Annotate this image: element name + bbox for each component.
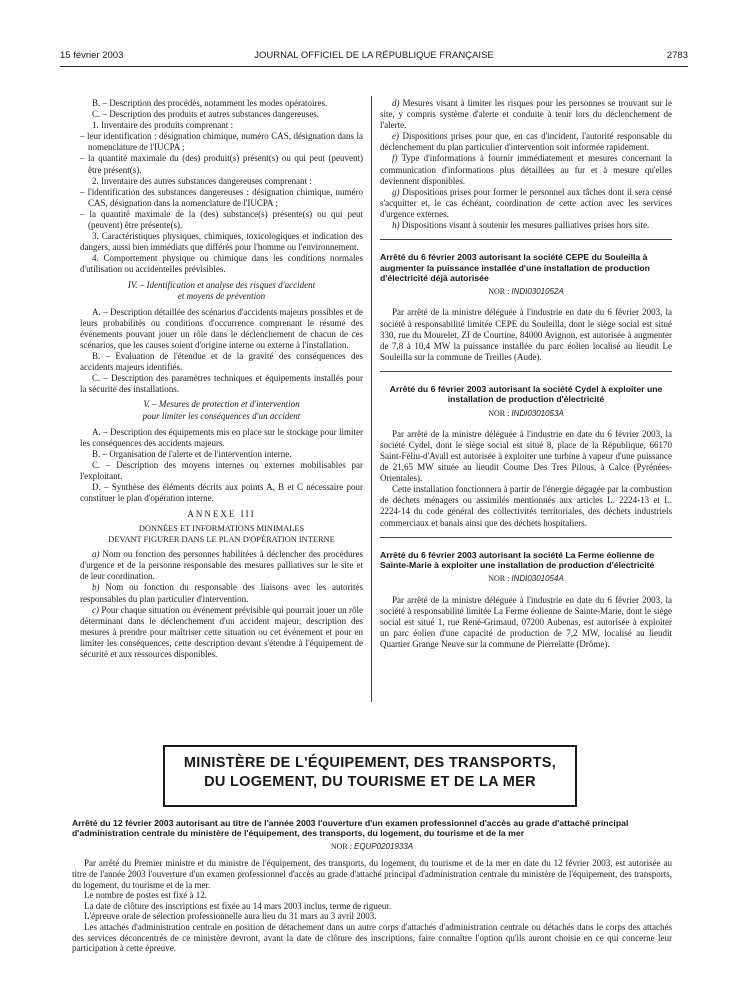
- paragraph: D. – Synthèse des éléments décrits aux points A, B et C nécessaire pour constituer le plan d'opération interne.: [80, 482, 363, 504]
- nor-label: NOR :: [488, 287, 510, 297]
- item-text: Nom ou fonction du responsable des liaisons avec les autorités responsables du plan particulier d'intervention.: [80, 582, 363, 604]
- decree-title: Arrêté du 6 février 2003 autorisant la société CEPE du Souleilla à augmenter la puissance installée d'une installation de production d'électricité déjà autorisée: [380, 252, 650, 283]
- paragraph: Le nombre de postes est fixé à 12.: [84, 890, 207, 901]
- ministry-heading: [163, 745, 577, 807]
- item-text: Dispositions prises pour former le personnel aux tâches dont il sera censé s'acquitter et, le cas échéant, coordination de cette action avec les services d'urgence externes.: [380, 186, 672, 219]
- item-text: Dispositions prises pour que, en cas d'incident, l'autorité responsable du déclenchement du plan particulier d'intervention soit informée rapidement.: [380, 131, 672, 153]
- section-divider: [380, 537, 672, 538]
- nor-label: NOR :: [488, 574, 510, 584]
- item-letter: a): [92, 549, 100, 560]
- nor-reference: [380, 286, 672, 297]
- list-item: – l'identification des substances dangereuses : désignation chimique, numéro CAS, désignation dans la nomenclature de l'IUCPA ;: [80, 186, 363, 208]
- item-letter: d): [392, 98, 400, 108]
- item-text: Type d'informations à fournir immédiatement et mesures concernant la communication d'informations plus détaillées au fur et à mesure qu'elles deviennent disponibles.: [380, 153, 672, 186]
- left-column: [80, 98, 363, 660]
- paragraph: C. – Description des moyens internes ou externes mobilisables par l'exploitant.: [80, 459, 363, 481]
- item-letter: h): [392, 220, 400, 231]
- paragraph: Cette installation fonctionnera à partir de l'énergie dégagée par la combustion de déchets ménagers ou assimilés mentionnés aux articles L. 2224-13 et L. 2224-14 du code général des collectivités territoriales, des déchets industriels commerciaux et banals ainsi que des déchets hospitaliers.: [380, 484, 672, 528]
- section-divider: [380, 239, 672, 240]
- bottom-decree: [72, 818, 672, 954]
- item-letter: e): [392, 131, 399, 142]
- nor-reference: [72, 842, 672, 853]
- section-title: IV. – Identification et analyse des risques d'accident: [127, 279, 316, 290]
- item-letter: b): [92, 582, 100, 593]
- nor-code: EQUP0201933A: [353, 841, 414, 851]
- item-letter: g): [392, 186, 400, 197]
- section-heading: [80, 280, 363, 302]
- header-rule: [60, 66, 688, 67]
- paragraph: [380, 220, 672, 231]
- ministry-line: MINISTÈRE DE L'ÉQUIPEMENT, DES TRANSPORTS,: [183, 755, 557, 771]
- item-text: Mesures visant à limiter les risques pour les personnes se trouvant sur le site, y compris système d'alerte et conduite à tenir lors du déclenchement de l'alerte.: [380, 98, 672, 131]
- annexe-title-line: DEVANT FIGURER DANS LE PLAN D'OPÉRATION INTERNE: [108, 534, 335, 544]
- paragraph: 2. Inventaire des autres substances dangereuses comprenant :: [92, 175, 312, 186]
- paragraph: 1. Inventaire des produits comprenant :: [92, 120, 233, 131]
- paragraph: A. – Description des équipements mis en place sur le stockage pour limiter les conséquences des accidents majeurs.: [80, 426, 363, 448]
- paragraph: C. – Description des paramètres techniques et équipements installés pour la sécurité des installations.: [80, 373, 363, 395]
- item-text: Nom ou fonction des personnes habilitées à déclencher des procédures d'urgence et de la personne responsable des mesures palliatives sur le site et de leur coordination.: [80, 549, 363, 582]
- page-number: 2783: [666, 50, 688, 61]
- nor-reference: [380, 573, 672, 584]
- paragraph: [380, 153, 672, 186]
- right-column: [380, 98, 672, 650]
- section-subtitle: et moyens de prévention: [177, 290, 266, 301]
- paragraph: Par arrêté de la ministre déléguée à l'industrie en date du 6 février 2003, la société Cydel, dont le siège social est situé 8, place de la République, 66170 Saint-Féliu-d'Avall est autorisée à exploiter une turbine à vapeur d'une puissance de 21,65 MW située au lieudit Coume Des Tres Pilous, à Calce (Pyrénées-Orientales).: [380, 428, 672, 484]
- column-divider: [371, 96, 372, 702]
- item-letter: f): [392, 153, 398, 164]
- annexe-heading: ANNEXE III: [187, 509, 256, 520]
- paragraph: B. – Evaluation de l'étendue et de la gravité des conséquences des accidents majeurs identifiés.: [80, 351, 363, 373]
- paragraph: [80, 605, 363, 660]
- paragraph: 4. Comportement physique ou chimique dans les conditions normales d'utilisation ou accidentelles prévisibles.: [80, 253, 363, 275]
- paragraph: [380, 98, 672, 131]
- item-text: Pour chaque situation ou événement prévisible qui pourrait jouer un rôle déterminant dans le déclenchement d'un accident majeur, description des mesures à prendre pour maîtriser cette situation ou cet événement et pour en limiter les conséquences, cette description devant s'étendre à l'équipement de sécurité et aux ressources disponibles.: [80, 604, 363, 660]
- decree-title: Arrêté du 6 février 2003 autorisant la société Cydel à exploiter une installation de production d'électricité: [389, 383, 663, 405]
- paragraph: [380, 187, 672, 220]
- paragraph: B. – Organisation de l'alerte et de l'intervention interne.: [92, 448, 292, 459]
- item-letter: c): [92, 604, 99, 615]
- paragraph: [80, 582, 363, 604]
- paragraph: Les attachés d'administration centrale en position de détachement dans un autre corps d'attachés d'administration centrale ou détachés dans le corps des attachés des services déconcentrés de ce ministère devront, avant la date de clôture des inscriptions, faire connaître l'option qu'ils auront choisie en ce qui concerne leur participation à cette épreuve.: [72, 921, 672, 954]
- nor-label: NOR :: [488, 408, 510, 418]
- header-date: 15 février 2003: [60, 50, 124, 61]
- paragraph: 3. Caractéristiques physiques, chimiques, toxicologiques et indication des dangers, aussi bien immédiats que différés pour l'homme ou l'environnement.: [80, 231, 363, 253]
- nor-code: INDI0301053A: [511, 408, 564, 418]
- paragraph: Par arrêté de la ministre déléguée à l'industrie en date du 6 février 2003, la société à responsabilité limitée CEPE du Souleilla, dont le siège social est situé 330, rue du Mourelet, ZI de Courtine, 84000 Avignon, est autorisée à augmenter de 7,8 à 10,4 MW la puissance installée du parc éolien localisé au lieudit Le Souleilla sur la commune de Treilles (Aude).: [380, 307, 672, 362]
- nor-code: INDI0301054A: [511, 574, 564, 584]
- journal-title: JOURNAL OFFICIEL DE LA RÉPUBLIQUE FRANÇAISE: [254, 50, 494, 61]
- paragraph: [80, 549, 363, 582]
- paragraph: L'épreuve orale de sélection professionnelle aura lieu du 31 mars au 3 avril 2003.: [84, 911, 377, 922]
- paragraph: La date de clôture des inscriptions est fixée au 14 mars 2003 inclus, terme de rigueur.: [84, 900, 392, 911]
- paragraph: Par arrêté de la ministre déléguée à l'industrie en date du 6 février 2003, la société à responsabilité limitée La Ferme éolienne de Sainte-Marie, dont le siège social est situé 1, rue René-Grimaud, 07200 Aubenas, est autorisée à exploiter un parc éolien d'une capacité de production de 7,2 MW, localisé au lieudit Quartier Grange Neuve sur la commune de Pierrelatte (Drôme).: [380, 594, 672, 649]
- section-subtitle: pour limiter les conséquences d'un accident: [142, 410, 301, 421]
- paragraph: [380, 131, 672, 153]
- section-divider: [380, 371, 672, 372]
- annexe-title: [80, 524, 363, 545]
- section-heading: [80, 399, 363, 421]
- list-item: – la quantité maximale de la (des) substance(s) présente(s) ou qui peut (peuvent) être présente(s).: [80, 208, 363, 231]
- page-header: [60, 50, 688, 64]
- decree-title: Arrêté du 6 février 2003 autorisant la société La Ferme éolienne de Sainte-Marie à exploiter une installation de production d'électricité: [380, 549, 655, 571]
- annexe-title-line: DONNÉES ET INFORMATIONS MINIMALES: [138, 524, 305, 534]
- item-text: Dispositions visant à soutenir les mesures palliatives prises hors site.: [399, 220, 650, 231]
- list-item: – leur identification : désignation chimique, numéro CAS, désignation dans la nomenclature de l'IUCPA ;: [80, 131, 363, 153]
- list-item: – la quantité maximale du (des) produit(s) présent(s) ou qui peut (peuvent) être présent(s).: [80, 153, 363, 175]
- decree-title: Arrêté du 12 février 2003 autorisant au titre de l'année 2003 l'ouverture d'un examen professionnel d'accès au grade d'attaché principal d'administration centrale du ministère de l'équipement, des transports, du logement, du tourisme et de la mer: [72, 818, 629, 839]
- nor-label: NOR :: [330, 841, 352, 851]
- nor-code: INDI0301052A: [511, 287, 564, 297]
- paragraph: Par arrêté du Premier ministre et du ministre de l'équipement, des transports, du logement, du tourisme et de la mer en date du 12 février 2003, est autorisée au titre de l'année 2003 l'ouverture d'un examen professionnel d'accès au grade d'attaché principal d'administration centrale du ministère de l'équipement, des transports, du logement, du tourisme et de la mer.: [72, 858, 672, 890]
- paragraph: C. – Description des produits et autres substances dangereuses.: [92, 109, 319, 120]
- paragraph: B. – Description des procédés, notamment les modes opératoires.: [92, 98, 328, 108]
- nor-reference: [380, 408, 672, 419]
- section-title: V. – Mesures de protection et d'intervention: [143, 399, 300, 410]
- paragraph: A. – Description détaillée des scénarios d'accidents majeurs possibles et de leurs probabilités ou conditions d'occurrence comprenant le résumé des événements pouvant jouer un rôle dans le déclenchement de chacun de ces scénarios, que les causes soient d'origine interne ou externe à l'installation.: [80, 306, 363, 350]
- ministry-line: DU LOGEMENT, DU TOURISME ET DE LA MER: [204, 774, 536, 790]
